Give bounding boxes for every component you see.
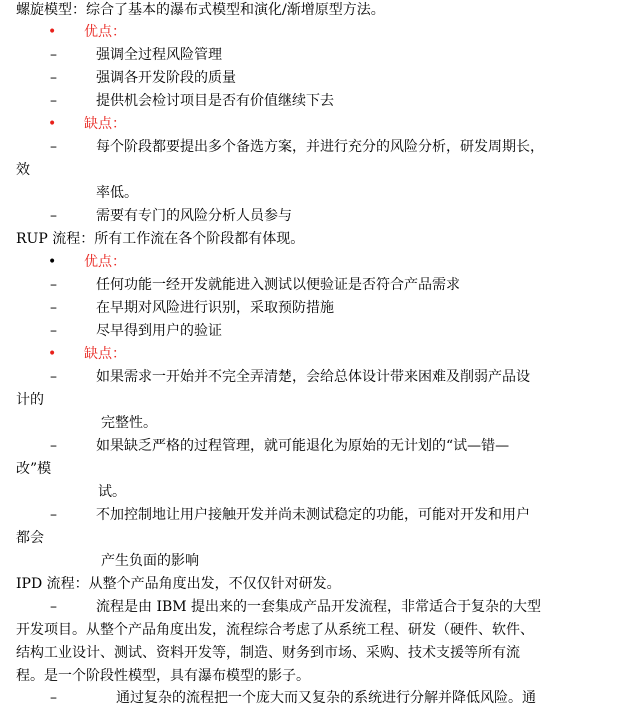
list-item (0, 321, 627, 341)
dash-icon: – (50, 599, 57, 615)
list-item (0, 298, 627, 318)
ipd-paragraph-line (0, 688, 627, 704)
list-item (0, 367, 627, 387)
dash-icon: – (50, 369, 57, 385)
rup-pros-row (0, 252, 627, 272)
spiral-pro-2: 强调各开发阶段的质量 (96, 70, 236, 86)
rup-pros-label: 优点： (84, 254, 126, 270)
dash-icon: – (50, 277, 57, 293)
list-item (0, 45, 627, 65)
rup-pro-2: 在早期对风险进行识别，采取预防措施 (96, 300, 334, 316)
ipd-paragraph-line (0, 597, 627, 617)
rup-con-3c: 产生负面的影响 (101, 553, 199, 569)
spiral-pros-label: 优点： (84, 24, 126, 40)
dash-icon: – (50, 323, 57, 339)
rup-con-1c: 完整性。 (101, 415, 157, 431)
rup-con-3b: 都会 (16, 530, 44, 546)
dash-icon: – (50, 208, 57, 224)
rup-con-1b: 计的 (16, 392, 44, 408)
ipd-p4: 程。是一个阶段性模型，具有瀑布模型的影子。 (16, 668, 310, 684)
ipd-p5: 通过复杂的流程把一个庞大而又复杂的系统进行分解并降低风险。通 (116, 690, 536, 704)
rup-title: RUP 流程：所有工作流在各个阶段都有体现。 (16, 231, 305, 247)
list-item (0, 436, 627, 456)
ipd-p2: 开发项目。从整个产品角度出发，流程综合考虑了从系统工程、研发（硬件、软件、 (16, 622, 534, 638)
bullet-icon: • (48, 116, 57, 132)
list-item (0, 91, 627, 111)
list-item (0, 206, 627, 226)
spiral-con-1c: 率低。 (96, 185, 138, 201)
rup-pro-1: 任何功能一经开发就能进入测试以便验证是否符合产品需求 (96, 277, 460, 293)
spiral-pro-3: 提供机会检讨项目是否有价值继续下去 (96, 93, 334, 109)
rup-con-1a: 如果需求一开始并不完全弄清楚，会给总体设计带来困难及削弱产品设 (96, 369, 530, 385)
dash-icon: – (50, 93, 57, 109)
ipd-title: IPD 流程：从整个产品角度出发，不仅仅针对研发。 (16, 576, 341, 592)
dash-icon: – (50, 139, 57, 155)
dash-icon: – (50, 438, 57, 454)
spiral-con-2: 需要有专门的风险分析人员参与 (96, 208, 292, 224)
list-item (0, 275, 627, 295)
dash-icon: – (50, 300, 57, 316)
ipd-p3: 结构工业设计、测试、资料开发等，制造、财务到市场、采购、技术支援等所有流 (16, 645, 520, 661)
spiral-con-1b: 效 (16, 162, 30, 178)
bullet-icon: • (48, 346, 57, 362)
bullet-icon: • (48, 254, 57, 270)
dash-icon: – (50, 690, 57, 704)
dash-icon: – (50, 70, 57, 86)
list-item (0, 137, 627, 157)
spiral-con-1a: 每个阶段都要提出多个备选方案，并进行充分的风险分析，研发周期长， (96, 139, 544, 155)
ipd-p1: 流程是由 IBM 提出来的一套集成产品开发流程，非常适合于复杂的大型 (96, 599, 542, 615)
rup-con-2b: 改”模 (16, 461, 52, 477)
list-item (0, 505, 627, 525)
spiral-pro-1: 强调全过程风险管理 (96, 47, 222, 63)
dash-icon: – (50, 507, 57, 523)
rup-cons-row (0, 344, 627, 364)
rup-cons-label: 缺点： (84, 346, 126, 362)
rup-con-2a: 如果缺乏严格的过程管理，就可能退化为原始的无计划的“试—错— (96, 438, 510, 454)
dash-icon: – (50, 47, 57, 63)
rup-pro-3: 尽早得到用户的验证 (96, 323, 222, 339)
rup-con-3a: 不加控制地让用户接触开发并尚未测试稳定的功能，可能对开发和用户 (96, 507, 530, 523)
spiral-title: 螺旋模型：综合了基本的瀑布式模型和演化/渐增原型方法。 (16, 2, 385, 18)
list-item (0, 68, 627, 88)
spiral-pros-row (0, 22, 627, 42)
bullet-icon: • (48, 24, 57, 40)
rup-con-2c: 试。 (98, 484, 126, 500)
spiral-cons-label: 缺点： (84, 116, 126, 132)
spiral-cons-row (0, 114, 627, 134)
